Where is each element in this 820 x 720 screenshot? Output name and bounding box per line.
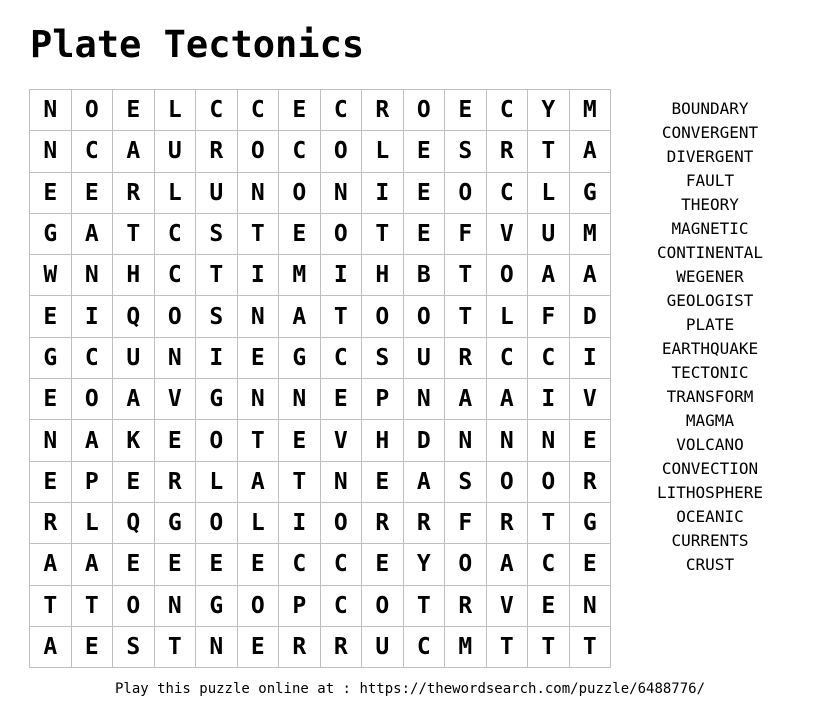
grid-cell[interactable]: E [30,296,72,337]
grid-cell[interactable]: E [155,544,197,585]
grid-cell[interactable]: T [570,627,612,668]
grid-cell[interactable]: A [528,255,570,296]
grid-cell[interactable]: T [30,586,72,627]
grid-cell[interactable]: H [362,420,404,461]
grid-cell[interactable]: R [113,173,155,214]
grid-cell[interactable]: W [30,255,72,296]
grid-cell[interactable]: I [238,255,280,296]
grid-cell[interactable]: R [362,503,404,544]
grid-cell[interactable]: I [321,255,363,296]
grid-cell[interactable]: C [279,544,321,585]
grid-cell[interactable]: T [155,627,197,668]
grid-cell[interactable]: E [404,131,446,172]
grid-cell[interactable]: O [238,131,280,172]
grid-cell[interactable]: A [404,462,446,503]
grid-cell[interactable]: I [72,296,114,337]
grid-cell[interactable]: U [362,627,404,668]
grid-cell[interactable]: L [155,173,197,214]
grid-cell[interactable]: C [279,131,321,172]
grid-cell[interactable]: N [30,90,72,131]
word-list-item: WEGENER [676,267,744,286]
grid-cell[interactable]: O [113,586,155,627]
word-list-item: FAULT [685,171,735,190]
grid-cell[interactable]: T [238,420,280,461]
grid-cell[interactable]: S [196,296,238,337]
grid-cell[interactable]: O [487,462,529,503]
word-list-item: PLATE [685,315,735,334]
grid-cell[interactable]: N [279,379,321,420]
grid-cell[interactable]: U [113,338,155,379]
grid-cell[interactable]: G [570,503,612,544]
grid-cell[interactable]: C [72,338,114,379]
grid-cell[interactable]: N [487,420,529,461]
grid-cell[interactable]: A [279,296,321,337]
grid-cell[interactable]: S [362,338,404,379]
grid-cell[interactable]: S [196,214,238,255]
grid-cell[interactable]: N [196,627,238,668]
grid-cell[interactable]: T [196,255,238,296]
grid-cell[interactable]: C [528,338,570,379]
grid-cell[interactable]: N [238,173,280,214]
grid-cell[interactable]: Q [113,503,155,544]
grid-cell[interactable]: N [321,173,363,214]
grid-cell[interactable]: A [487,379,529,420]
grid-cell[interactable]: K [113,420,155,461]
grid-cell[interactable]: A [30,627,72,668]
grid-cell[interactable]: E [321,379,363,420]
grid-cell[interactable]: O [321,131,363,172]
grid-cell[interactable]: T [404,586,446,627]
word-list-item: CURRENTS [671,531,749,550]
word-list-item: OCEANIC [676,507,744,526]
grid-cell[interactable]: A [72,214,114,255]
grid-cell[interactable]: O [72,379,114,420]
grid-cell[interactable]: G [30,338,72,379]
grid-cell[interactable]: T [238,214,280,255]
grid-cell[interactable]: C [72,131,114,172]
grid-cell[interactable]: E [30,462,72,503]
grid-cell[interactable]: C [528,544,570,585]
grid-cell[interactable]: R [155,462,197,503]
grid-cell[interactable]: O [196,503,238,544]
grid-cell[interactable]: A [570,255,612,296]
grid-cell[interactable]: O [321,503,363,544]
grid-cell[interactable]: E [196,544,238,585]
word-list-item: THEORY [681,195,739,214]
grid-cell[interactable]: E [113,90,155,131]
grid-cell[interactable]: Y [404,544,446,585]
grid-cell[interactable]: I [196,338,238,379]
grid-cell[interactable]: E [528,586,570,627]
grid-cell[interactable]: U [528,214,570,255]
grid-cell[interactable]: I [362,173,404,214]
word-list-item: MAGNETIC [671,219,749,238]
grid-cell[interactable]: N [570,586,612,627]
grid-cell[interactable]: P [72,462,114,503]
word-list-item: CRUST [685,555,735,574]
grid-cell[interactable]: C [321,544,363,585]
grid-cell[interactable]: H [362,255,404,296]
grid-cell[interactable]: R [570,462,612,503]
grid-cell[interactable]: T [72,586,114,627]
grid-cell[interactable]: O [362,296,404,337]
grid-cell[interactable]: C [404,627,446,668]
grid-cell[interactable]: M [279,255,321,296]
grid-cell[interactable]: G [196,379,238,420]
word-list-item: GEOLOGIST [666,291,754,310]
grid-cell[interactable]: C [238,90,280,131]
grid-cell[interactable]: A [238,462,280,503]
grid-cell[interactable]: C [487,90,529,131]
grid-cell[interactable]: C [487,173,529,214]
grid-cell[interactable]: S [445,131,487,172]
grid-cell[interactable]: T [445,296,487,337]
grid-cell[interactable]: O [404,296,446,337]
grid-cell[interactable]: E [362,462,404,503]
grid-cell[interactable]: I [570,338,612,379]
grid-cell[interactable]: A [487,544,529,585]
grid-cell[interactable]: O [238,586,280,627]
grid-cell[interactable]: C [155,255,197,296]
grid-cell[interactable]: O [445,544,487,585]
word-list-item: EARTHQUAKE [661,339,759,358]
grid-cell[interactable]: O [279,173,321,214]
grid-cell[interactable]: A [113,131,155,172]
grid-cell[interactable]: R [279,627,321,668]
grid-cell[interactable]: T [279,462,321,503]
grid-cell[interactable]: G [570,173,612,214]
grid-cell[interactable]: G [30,214,72,255]
grid-cell[interactable]: C [155,214,197,255]
grid-cell[interactable]: A [72,420,114,461]
grid-cell[interactable]: G [196,586,238,627]
grid-cell[interactable]: A [30,544,72,585]
grid-cell[interactable]: P [279,586,321,627]
grid-cell[interactable]: H [113,255,155,296]
grid-cell[interactable]: E [238,338,280,379]
word-list-item: VOLCANO [676,435,744,454]
grid-cell[interactable]: E [72,627,114,668]
grid-cell[interactable]: O [404,90,446,131]
word-list-item: TRANSFORM [666,387,754,406]
grid-cell[interactable]: C [321,90,363,131]
grid-cell[interactable]: O [155,296,197,337]
grid-cell[interactable]: T [528,627,570,668]
grid-cell[interactable]: E [279,90,321,131]
grid-cell[interactable]: O [445,173,487,214]
grid-cell[interactable]: N [321,462,363,503]
grid-cell[interactable]: C [321,338,363,379]
grid-cell[interactable]: C [196,90,238,131]
grid-cell[interactable]: Q [113,296,155,337]
grid-cell[interactable]: O [196,420,238,461]
footer [0,680,820,698]
grid-cell[interactable]: R [321,627,363,668]
grid-cell[interactable]: E [362,544,404,585]
grid-cell[interactable]: N [445,420,487,461]
grid-cell[interactable]: E [279,214,321,255]
grid-cell[interactable]: D [404,420,446,461]
grid-cell[interactable]: U [404,338,446,379]
grid-cell[interactable]: A [445,379,487,420]
grid-cell[interactable]: E [113,462,155,503]
grid-cell[interactable]: R [445,338,487,379]
letter-grid [29,89,611,668]
grid-cell[interactable]: L [155,90,197,131]
grid-cell[interactable]: B [404,255,446,296]
grid-cell[interactable]: V [570,379,612,420]
grid-cell[interactable]: N [528,420,570,461]
grid-cell[interactable]: M [570,90,612,131]
word-list-item: MAGMA [685,411,735,430]
grid-cell[interactable]: E [72,173,114,214]
grid-cell[interactable]: L [238,503,280,544]
grid-cell[interactable]: N [72,255,114,296]
grid-cell[interactable]: E [238,544,280,585]
grid-cell[interactable]: E [570,420,612,461]
word-list-item: CONTINENTAL [657,243,763,262]
grid-cell[interactable]: G [155,503,197,544]
grid-cell[interactable]: V [155,379,197,420]
word-list-item: BOUNDARY [671,99,749,118]
grid-cell[interactable]: E [570,544,612,585]
grid-cell[interactable]: M [570,214,612,255]
word-list-item: TECTONIC [671,363,749,382]
grid-cell[interactable]: F [445,214,487,255]
grid-cell[interactable]: F [528,296,570,337]
grid-cell[interactable]: I [528,379,570,420]
grid-cell[interactable]: T [362,214,404,255]
grid-cell[interactable]: L [362,131,404,172]
grid-cell[interactable]: E [279,420,321,461]
grid-cell[interactable]: Y [528,90,570,131]
footer-link[interactable]: https://thewordsearch.com/puzzle/6488776/ [359,681,706,697]
word-list-item: LITHOSPHERE [657,483,763,502]
grid-cell[interactable]: E [30,173,72,214]
grid-cell[interactable]: F [445,503,487,544]
grid-cell[interactable]: U [196,173,238,214]
grid-cell[interactable]: R [487,131,529,172]
grid-cell[interactable]: O [528,462,570,503]
grid-cell[interactable]: L [487,296,529,337]
grid-cell[interactable]: L [72,503,114,544]
grid-cell[interactable]: I [279,503,321,544]
grid-cell[interactable]: R [362,90,404,131]
word-list-item: CONVERGENT [661,123,759,142]
grid-cell[interactable]: C [321,586,363,627]
grid-cell[interactable]: V [321,420,363,461]
grid-cell[interactable]: N [155,338,197,379]
grid-cell[interactable]: M [445,627,487,668]
grid-cell[interactable]: O [72,90,114,131]
grid-cell[interactable]: D [570,296,612,337]
word-list [640,97,780,577]
grid-cell[interactable]: P [362,379,404,420]
grid-cell[interactable]: S [445,462,487,503]
grid-cell[interactable]: T [321,296,363,337]
grid-cell[interactable]: U [155,131,197,172]
grid-cell[interactable]: O [362,586,404,627]
grid-cell[interactable]: O [487,255,529,296]
grid-cell[interactable]: O [321,214,363,255]
grid-cell[interactable]: R [30,503,72,544]
grid-cell[interactable]: R [196,131,238,172]
grid-cell[interactable]: L [196,462,238,503]
grid-cell[interactable]: T [528,131,570,172]
grid-cell[interactable]: A [113,379,155,420]
grid-cell[interactable]: N [404,379,446,420]
grid-cell[interactable]: N [30,420,72,461]
grid-cell[interactable]: G [279,338,321,379]
puzzle-title: Plate Tectonics [30,23,365,66]
grid-cell[interactable]: E [404,214,446,255]
grid-cell[interactable]: V [487,214,529,255]
grid-cell[interactable]: T [445,255,487,296]
grid-cell[interactable]: N [238,296,280,337]
word-list-item: DIVERGENT [666,147,754,166]
grid-cell[interactable]: E [238,627,280,668]
grid-cell[interactable]: C [487,338,529,379]
grid-cell[interactable]: A [72,544,114,585]
grid-cell[interactable]: E [404,173,446,214]
grid-cell[interactable]: L [528,173,570,214]
grid-cell[interactable]: T [528,503,570,544]
grid-cell[interactable]: T [487,627,529,668]
grid-cell[interactable]: T [113,214,155,255]
grid-cell[interactable]: V [487,586,529,627]
grid-cell[interactable]: R [487,503,529,544]
grid-cell[interactable]: R [404,503,446,544]
footer-prefix: Play this puzzle online at : [114,681,351,697]
grid-cell[interactable]: E [155,420,197,461]
grid-cell[interactable]: N [155,586,197,627]
grid-cell[interactable]: R [445,586,487,627]
grid-cell[interactable]: A [570,131,612,172]
grid-cell[interactable]: N [238,379,280,420]
grid-cell[interactable]: S [113,627,155,668]
grid-cell[interactable]: E [30,379,72,420]
grid-cell[interactable]: E [113,544,155,585]
word-list-item: CONVECTION [661,459,759,478]
grid-cell[interactable]: N [30,131,72,172]
grid-cell[interactable]: E [445,90,487,131]
